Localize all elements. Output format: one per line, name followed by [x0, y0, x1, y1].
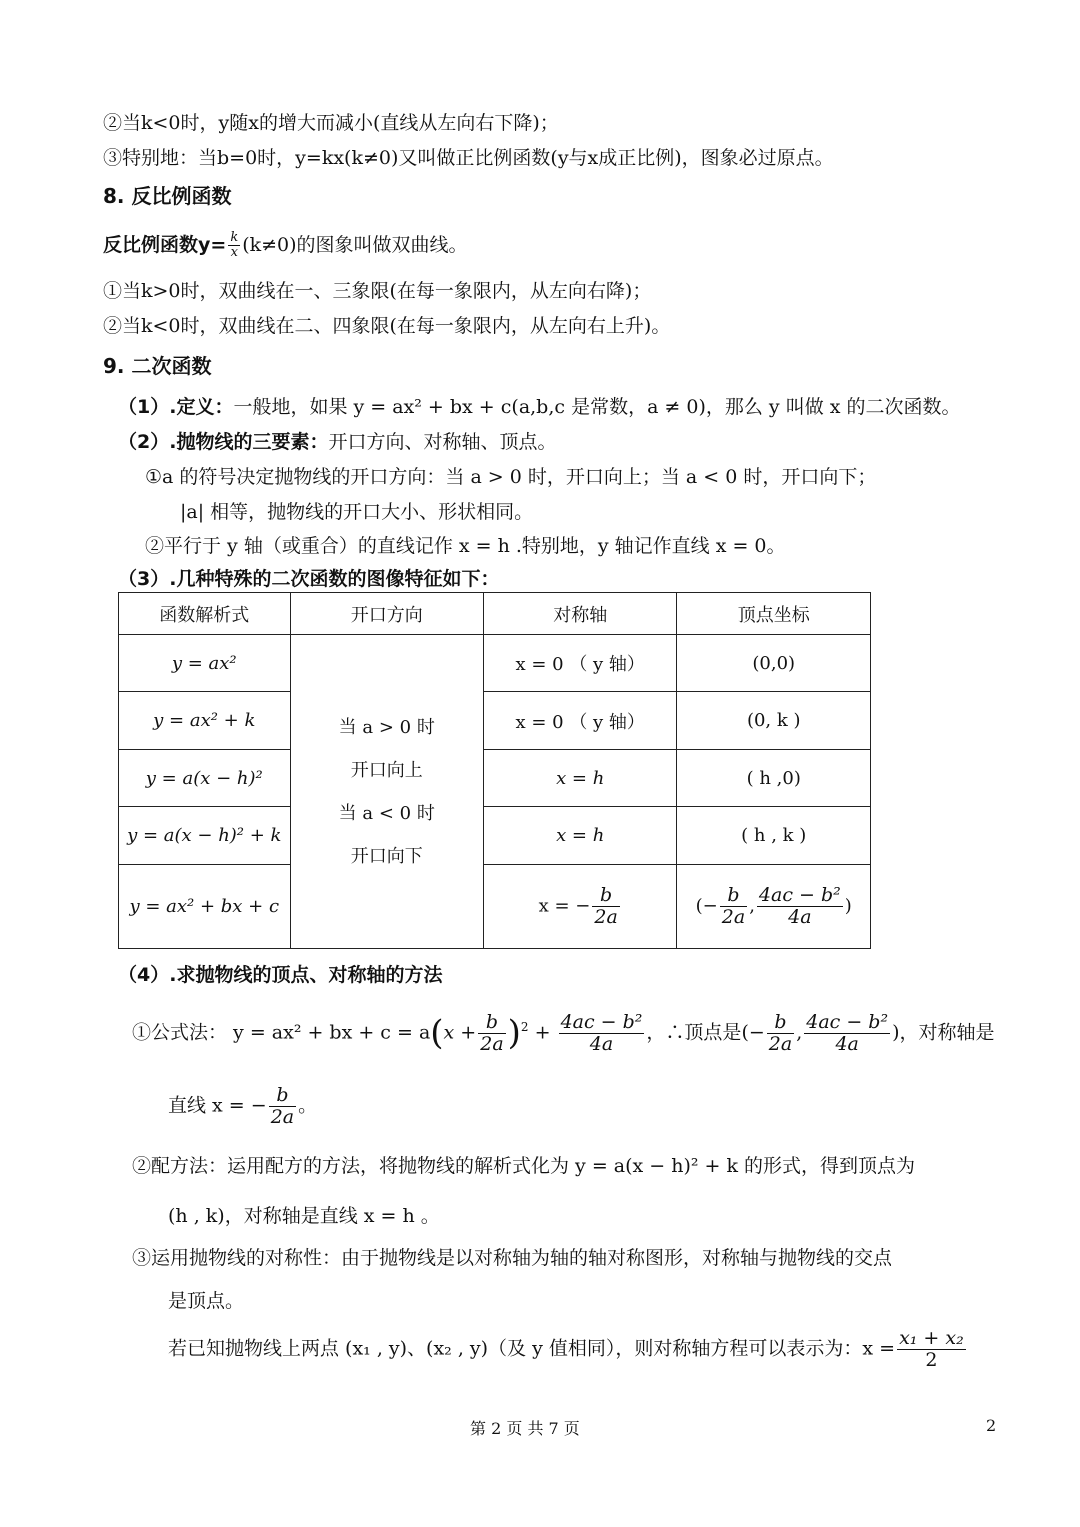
axis-cell: x = 0 （ y 轴）	[483, 692, 676, 750]
vertex-open-paren: (−	[695, 895, 718, 917]
b-over-2a-fraction	[767, 1012, 794, 1055]
table-header-row	[119, 593, 871, 635]
inverse-definition-suffix: (k≠0)的图象叫做双曲线。	[242, 233, 468, 256]
x-plus: x +	[443, 1021, 477, 1044]
header-vertex: 顶点坐标	[677, 593, 871, 635]
discriminant-fraction	[757, 885, 843, 928]
fraction-numerator: 4ac − b²	[560, 1011, 643, 1033]
axis-is-text: ，对称轴是	[899, 1021, 995, 1044]
fraction-numerator: k	[230, 230, 239, 245]
header-opening: 开口方向	[290, 593, 483, 635]
text-line-hyperbola-positive: ①当k>0时，双曲线在一、三象限(在每一象限内，从左向右降)；	[103, 280, 652, 302]
vertex-cell: ( h ,0)	[677, 750, 871, 807]
period: 。	[298, 1094, 318, 1117]
vertex-cell	[677, 865, 871, 949]
vertex-is-text: ，∴顶点是	[646, 1021, 742, 1044]
formula-cell: y = ax² + k	[119, 692, 291, 750]
section-heading-8: 8. 反比例函数	[103, 184, 232, 208]
vertex-comma: ,	[796, 1021, 803, 1044]
abs-a-line: |a| 相等，抛物线的开口大小、形状相同。	[180, 501, 534, 523]
table-row	[119, 807, 871, 865]
fraction-denominator: 2a	[594, 906, 618, 928]
formula-method-line	[132, 1012, 995, 1055]
methods-heading: （4）.求抛物线的顶点、对称轴的方法	[118, 964, 443, 986]
opening-direction-cell	[290, 635, 483, 949]
fraction-numerator: b	[720, 885, 747, 907]
b-over-2a-fraction	[269, 1085, 296, 1128]
b-over-2a-fraction	[592, 885, 619, 928]
fraction-denominator: 2a	[721, 906, 746, 928]
fraction-denominator: 4a	[788, 906, 812, 928]
fraction-numerator: 4ac − b²	[758, 884, 841, 907]
table-row	[119, 865, 871, 949]
fraction-denominator: 2	[925, 1348, 938, 1371]
header-formula: 函数解析式	[119, 593, 291, 635]
header-axis: 对称轴	[483, 593, 676, 635]
fraction-denominator: 4a	[589, 1032, 614, 1055]
formula-cell: y = ax²	[119, 635, 291, 692]
open-dir-line: 当 a < 0 时	[338, 802, 435, 824]
completing-square-line: ②配方法：运用配方的方法，将抛物线的解析式化为 y = a(x − h)² + k 的形式，得到顶点为	[132, 1155, 916, 1177]
page-footer-center: 第 2 页 共 7 页	[470, 1419, 580, 1438]
section-heading-9: 9. 二次函数	[103, 354, 212, 378]
midpoint-fraction	[897, 1328, 966, 1371]
fraction-numerator: b	[478, 1012, 505, 1034]
formula-cell: y = a(x − h)²	[119, 750, 291, 807]
quadratic-features-table	[118, 592, 871, 949]
discriminant-fraction	[804, 1012, 890, 1055]
fraction-numerator: b	[767, 1012, 794, 1034]
table-row	[119, 692, 871, 750]
definition-line	[118, 396, 961, 419]
formula-cell: y = a(x − h)² + k	[119, 807, 291, 865]
text-line-hyperbola-negative: ②当k<0时，双曲线在二、四象限(在每一象限内，从左向右上升)。	[103, 315, 671, 337]
page-number: 2	[986, 1416, 997, 1435]
formula-method-prefix: ①公式法： y = ax² + bx + c = a	[132, 1021, 431, 1044]
table-heading: （3）.几种特殊的二次函数的图像特征如下：	[118, 568, 500, 590]
completing-square-result: (h , k)，对称轴是直线 x = h 。	[168, 1205, 440, 1227]
b-over-2a-fraction	[478, 1012, 505, 1055]
fraction-denominator: 2a	[270, 1105, 295, 1128]
big-open-paren: (	[430, 1012, 444, 1053]
formula-cell: y = ax² + bx + c	[119, 865, 291, 949]
fraction-denominator: 2a	[480, 1032, 504, 1055]
definition-body: 一般地，如果 y = ax² + bx + c(a,b,c 是常数，a ≠ 0)，那么 y 叫做 x 的二次函数。	[233, 396, 961, 418]
vertex-cell: (0, k )	[677, 692, 871, 750]
k-over-x-fraction	[228, 231, 240, 261]
fraction-numerator: 4ac − b²	[806, 1011, 889, 1033]
symmetry-method-line2: 是顶点。	[168, 1290, 245, 1312]
symmetry-method-line: ③运用抛物线的对称性：由于抛物线是以对称轴为轴的轴对称图形，对称轴与抛物线的交点	[132, 1247, 893, 1269]
square-exponent: 2	[520, 1020, 529, 1035]
axis-cell: x = 0 （ y 轴）	[483, 635, 676, 692]
table-row	[119, 635, 871, 692]
discriminant-fraction	[559, 1012, 645, 1055]
vertex-close-paren: )	[892, 1021, 900, 1044]
two-points-line	[168, 1328, 968, 1371]
axis-line-prefix: 直线 x = −	[168, 1094, 267, 1117]
fraction-numerator: b	[269, 1085, 296, 1107]
axis-cell: x = h	[483, 807, 676, 865]
open-dir-line: 当 a > 0 时	[338, 716, 435, 738]
vertex-comma: ,	[749, 895, 755, 917]
axis-prefix: x = −	[538, 895, 591, 917]
fraction-denominator: x	[230, 245, 238, 261]
vertex-open-paren: (−	[741, 1021, 765, 1044]
text-line-proportional: ③特别地：当b=0时，y=kx(k≠0)又叫做正比例函数(y与x成正比例)，图象必过原点。	[103, 147, 834, 169]
plus-sign: +	[534, 1021, 551, 1044]
vertex-close-paren: )	[844, 895, 852, 917]
axis-cell: x = h	[483, 750, 676, 807]
big-close-paren: )	[507, 1012, 521, 1053]
three-elements-head: （2）.抛物线的三要素：	[118, 431, 329, 453]
vertical-line-note: ②平行于 y 轴（或重合）的直线记作 x = h .特别地，y 轴记作直线 x = 0。	[145, 535, 786, 557]
fraction-denominator: 4a	[835, 1032, 859, 1055]
fraction-denominator: 2a	[768, 1032, 793, 1055]
two-points-text: 若已知抛物线上两点 (x₁ , y)、(x₂ , y)（及 y 值相同），则对称轴方程可以表示为：x =	[168, 1337, 896, 1360]
fraction-numerator: x₁ + x₂	[899, 1327, 964, 1349]
vertex-cell: (0,0)	[677, 635, 871, 692]
vertex-cell: ( h , k )	[677, 807, 871, 865]
axis-cell	[483, 865, 676, 949]
three-elements-body: 开口方向、对称轴、顶点。	[328, 431, 557, 453]
definition-head: （1）.定义：	[118, 396, 234, 418]
b-over-2a-fraction	[720, 885, 747, 928]
open-dir-line: 开口向上	[350, 759, 423, 781]
three-elements-line	[118, 431, 556, 454]
inverse-definition-prefix: 反比例函数y=	[103, 233, 227, 256]
table-row	[119, 750, 871, 807]
open-dir-line: 开口向下	[350, 845, 423, 867]
inverse-definition	[103, 231, 468, 261]
sign-of-a-line: ①a 的符号决定抛物线的开口方向：当 a > 0 时，开口向上；当 a < 0 时，开口向下；	[145, 466, 877, 488]
text-line-k-negative: ②当k<0时，y随x的增大而减小(直线从左向右下降)；	[103, 112, 559, 134]
fraction-numerator: b	[592, 885, 619, 907]
axis-line-result	[168, 1085, 317, 1128]
